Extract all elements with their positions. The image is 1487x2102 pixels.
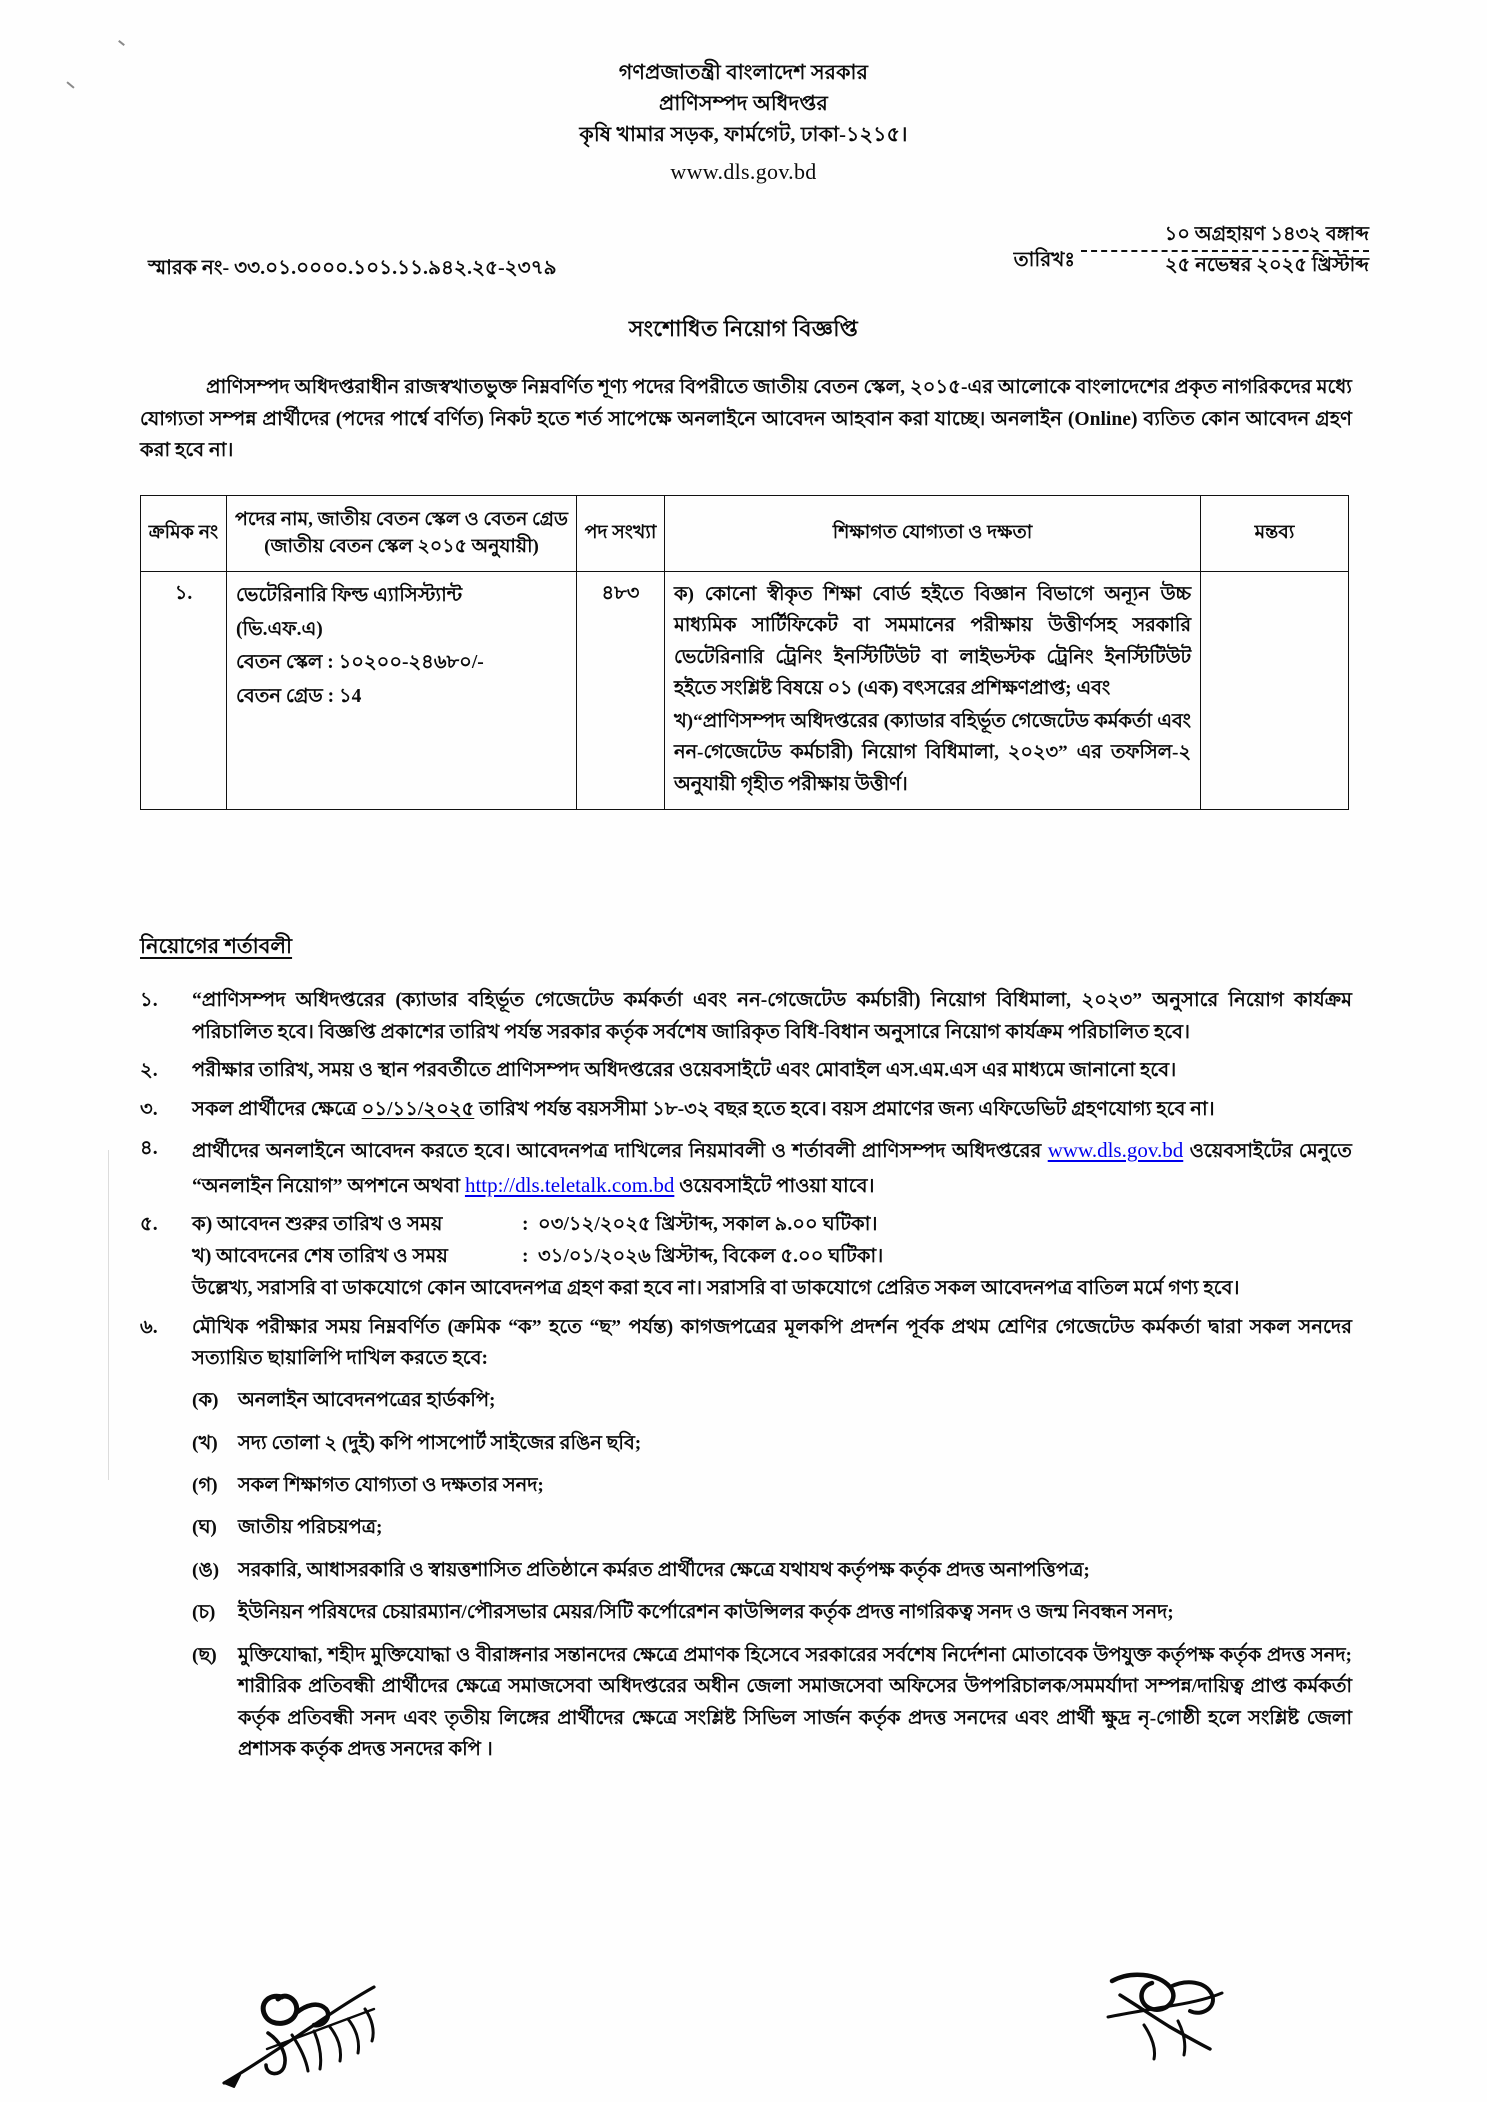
row-remarks — [1201, 572, 1349, 810]
header-qualification: শিক্ষাগত যোগ্যতা ও দক্ষতা — [665, 496, 1201, 572]
age-cutoff-date: ০১/১১/২০২৫ — [361, 1099, 475, 1121]
scan-edge-line — [108, 1150, 109, 1480]
colon-separator: : — [522, 1214, 529, 1236]
row-qualification — [665, 572, 1201, 810]
condition-text-before: সকল প্রার্থীদের ক্ষেত্রে — [192, 1099, 362, 1121]
condition-text — [192, 1209, 1352, 1304]
pay-scale: বেতন স্কেল : ১০২০০-২৪৬৮০/- — [236, 652, 484, 674]
condition-text-mid: ওয়েবসাইটের মেনুতে “অনলাইন নিয়োগ” অপশনে অথবা — [192, 1140, 1352, 1197]
document-marker: (গ) — [192, 1474, 218, 1496]
intro-paragraph: প্রাণিসম্পদ অধিদপ্তরাধীন রাজস্বখাতভুক্ত নিম্নবর্ণিত শূণ্য পদের বিপরীতে জাতীয় বেতন স্কেল, ২০১৫-এর আলোকে বাংলাদেশের প্রকৃত নাগরিকদের মধ্যে যোগ্যতা সম্পন্ন প্রার্থীদের (পদের পার্শ্বে বর্ণিত) নিকট হতে শর্ত সাপেক্ষে অনলাইনে আবেদন আহবান করা যাচ্ছে। অনলাইন (Online) ব্যতিত কোন আবেদন গ্রহণ করা হবে না। — [140, 377, 1352, 462]
condition-marker: ২. — [140, 1060, 158, 1082]
required-documents-list — [192, 1385, 1352, 1765]
condition-text-after: ওয়েবসাইটে পাওয়া যাবে। — [674, 1175, 875, 1197]
condition-text — [192, 1094, 1352, 1126]
condition-marker: ৬. — [140, 1316, 158, 1338]
pay-grade: বেতন গ্রেড : ১4 — [236, 685, 362, 707]
qualification-clause-a: ক) কোনো স্বীকৃত শিক্ষা বোর্ড হইতে বিজ্ঞান বিভাগে অন্যূন উচ্চ মাধ্যমিক সার্টিফিকেট বা সমমানের পরীক্ষায় উত্তীর্ণসহ সরকারি ভেটেরিনারি ট্রেনিং ইনস্টিটিউট বা লাইভস্টক ট্রেনিং ইনস্টিটিউট হইতে সংশ্লিষ্ট বিষয়ে ০১ (এক) বৎসরের প্রশিক্ষণপ্রাপ্ত; এবং — [674, 584, 1191, 699]
memo-row — [0, 224, 1487, 305]
condition-text: পরীক্ষার তারিখ, সময় ও স্থান পরবর্তীতে প্রাণিসম্পদ অধিদপ্তরের ওয়েবসাইটে এবং মোবাইল এস.এম.এস এর মাধ্যমে জানানো হবে। — [192, 1060, 1177, 1082]
document-text: সরকারি, আধাসরকারি ও স্বায়ত্তশাসিত প্রতিষ্ঠানে কর্মরত প্রার্থীদের ক্ষেত্রে যথাযথ কর্তৃপক্ষ কর্তৃক প্রদত্ত অনাপত্তিপত্র; — [238, 1559, 1090, 1581]
document-item-una — [192, 1555, 1352, 1586]
post-name: ভেটেরিনারি ফিল্ড এ্যাসিস্ট্যান্ট — [236, 585, 463, 607]
document-item-chha — [192, 1640, 1352, 1766]
condition-text-after: তারিখ পর্যন্ত বয়সসীমা ১৮-৩২ বছর হতে হবে। বয়স প্রমাণের জন্য এফিডেভিট গ্রহণযোগ্য হবে না। — [474, 1099, 1215, 1121]
page-title: সংশোধিত নিয়োগ বিজ্ঞপ্তি — [628, 316, 859, 341]
application-note: উল্লেখ্য, সরাসরি বা ডাকযোগে কোন আবেদনপত্র গ্রহণ করা হবে না। সরাসরি বা ডাকযোগে প্রেরিত সকল আবেদনপত্র বাতিল মর্মে গণ্য হবে। — [192, 1277, 1240, 1299]
memo-number: স্মারক নং- ৩৩.০১.০০০০.১০১.১১.৯৪২.২৫-২৩৭৯ — [148, 257, 557, 279]
header-post-name: পদের নাম, জাতীয় বেতন স্কেল ও বেতন গ্রেড (জাতীয় বেতন স্কেল ২০১৫ অনুযায়ী) — [227, 496, 577, 572]
document-text: ইউনিয়ন পরিষদের চেয়ারম্যান/পৌরসভার মেয়র/সিটি কর্পোরেশন কাউন্সিলর কর্তৃক প্রদত্ত নাগরিকত্ব সনদ ও জন্ম নিবন্ধন সনদ; — [238, 1602, 1174, 1624]
letterhead — [0, 58, 1487, 189]
qualification-clause-b: খ)“প্রাণিসম্পদ অধিদপ্তরের (ক্যাডার বহির্ভূত গেজেটেড কর্মকর্তা এবং নন-গেজেটেড কর্মচারী) নিয়োগ বিধিমালা, ২০২৩” এর তফসিল-২ অনুযায়ী গৃহীত পরীক্ষায় উত্তীর্ণ। — [674, 711, 1191, 795]
address-line: কৃষি খামার সড়ক, ফার্মগেট, ঢাকা-১২১৫। — [579, 124, 908, 147]
document-item-cha — [192, 1597, 1352, 1628]
teletalk-website-link[interactable]: http://dls.teletalk.com.bd — [464, 1172, 675, 1197]
condition-item-3 — [140, 1094, 1352, 1126]
scan-speck — [118, 40, 125, 46]
date-english: ২৫ নভেম্বর ২০২৫ খ্রিস্টাব্দ — [1165, 255, 1369, 277]
condition-text — [192, 1133, 1352, 1202]
row-serial: ১. — [141, 572, 227, 810]
colon-separator: : — [522, 1246, 529, 1268]
document-marker: (খ) — [192, 1432, 218, 1454]
table-row — [141, 572, 1349, 810]
header-vacancies: পদ সংখ্যা — [577, 496, 665, 572]
application-start-value: ০৩/১২/২০২৫ খ্রিস্টাব্দ, সকাল ৯.০০ ঘটিকা। — [538, 1214, 878, 1236]
condition-marker: ৩. — [140, 1099, 158, 1121]
application-end-row — [192, 1241, 1352, 1273]
post-abbreviation: (ভি.এফ.এ) — [236, 618, 323, 640]
document-requirement-intro: মৌখিক পরীক্ষার সময় নিম্নবর্ণিত (ক্রমিক “ক” হতে “ছ” পর্যন্ত) কাগজপত্রের মূলকপি প্রদর্শন পূর্বক প্রথম শ্রেণির গেজেটেড কর্মকর্তা দ্বারা সকল সনদের সত্যায়িত ছায়ালিপি দাখিল করতে হবে: — [192, 1316, 1352, 1370]
date-block — [1014, 223, 1369, 279]
row-post-details — [227, 572, 577, 810]
document-text: সকল শিক্ষাগত যোগ্যতা ও দক্ষতার সনদ; — [238, 1474, 544, 1496]
condition-item-2 — [140, 1055, 1352, 1087]
signature-left — [222, 1975, 452, 2095]
application-end-value: ৩১/০১/২০২৬ খ্রিস্টাব্দ, বিকেল ৫.০০ ঘটিকা। — [538, 1246, 884, 1268]
conditions-heading: নিয়োগের শর্তাবলী — [140, 934, 293, 958]
condition-item-1 — [140, 985, 1352, 1048]
header-serial: ক্রমিক নং — [141, 496, 227, 572]
dls-website-link[interactable]: www.dls.gov.bd — [1047, 1137, 1184, 1162]
condition-item-6 — [140, 1312, 1352, 1777]
document-text: অনলাইন আবেদনপত্রের হার্ডকপি; — [238, 1390, 496, 1412]
website-url: www.dls.gov.bd — [670, 159, 817, 185]
application-start-row — [192, 1209, 1352, 1241]
document-marker: (ঘ) — [192, 1517, 217, 1539]
condition-marker: ১. — [140, 990, 158, 1011]
document-text: জাতীয় পরিচয়পত্র; — [238, 1517, 383, 1539]
document-item-gha — [192, 1512, 1352, 1543]
document-marker: (ক) — [192, 1390, 219, 1412]
condition-text-before: প্রার্থীদের অনলাইনে আবেদন করতে হবে। আবেদনপত্র দাখিলের নিয়মাবলী ও শর্তাবলী প্রাণিসম্পদ অধিদপ্তরের — [192, 1140, 1048, 1162]
document-marker: (ঙ) — [192, 1559, 220, 1581]
document-marker: (চ) — [192, 1602, 216, 1624]
signature-right — [1090, 1965, 1240, 2070]
document-item-ga — [192, 1470, 1352, 1501]
document-item-kha — [192, 1428, 1352, 1459]
vacancy-table — [140, 495, 1349, 810]
date-separator-rule — [1081, 250, 1369, 252]
document-text: সদ্য তোলা ২ (দুই) কপি পাসপোর্ট সাইজের রঙিন ছবি; — [238, 1432, 642, 1454]
application-end-label: খ) আবেদনের শেষ তারিখ ও সময় — [192, 1246, 448, 1268]
condition-item-4 — [140, 1133, 1352, 1202]
govt-name: গণপ্রজাতন্ত্রী বাংলাদেশ সরকার — [618, 62, 869, 84]
row-vacancy-count: ৪৮৩ — [577, 572, 665, 810]
date-bangla: ১০ অগ্রহায়ণ ১৪৩২ বঙ্গাব্দ — [1164, 224, 1369, 245]
table-header-row — [141, 496, 1349, 572]
document-text: মুক্তিযোদ্ধা, শহীদ মুক্তিযোদ্ধা ও বীরাঙ্গনার সন্তানদের ক্ষেত্রে প্রমাণক হিসেবে সরকারের সর্বশেষ নির্দেশনা মোতাবেক উপযুক্ত কর্তৃপক্ষ কর্তৃক প্রদত্ত সনদ; শারীরিক প্রতিবন্ধী প্রার্থীদের ক্ষেত্রে সমাজসেবা অধিদপ্তরের অধীন জেলা সমাজসেবা অফিসের উপপরিচালক/সমমর্যাদা সম্পন্ন/দায়িত্ব প্রাপ্ত কর্মকর্তা কর্তৃক প্রতিবন্ধী সনদ এবং তৃতীয় লিঙ্গের প্রার্থীদের ক্ষেত্রে সংশ্লিষ্ট সিভিল সার্জন কর্তৃক প্রদত্ত সনদের এবং প্রার্থী ক্ষুদ্র নৃ-গোষ্ঠী হলে সংশ্লিষ্ট জেলা প্রশাসক কর্তৃক প্রদত্ত সনদের কপি । — [238, 1644, 1352, 1761]
condition-marker: ৫. — [140, 1214, 158, 1236]
condition-marker: ৪. — [140, 1137, 158, 1159]
conditions-list — [140, 985, 1352, 1783]
document-item-ka — [192, 1385, 1352, 1416]
department-name: প্রাণিসম্পদ অধিদপ্তর — [659, 93, 828, 116]
condition-text: “প্রাণিসম্পদ অধিদপ্তরের (ক্যাডার বহির্ভূত গেজেটেড কর্মকর্তা এবং নন-গেজেটেড কর্মচারী) নিয়োগ বিধিমালা, ২০২৩” অনুসারে নিয়োগ কার্যক্রম পরিচালিত হবে। বিজ্ঞপ্তি প্রকাশের তারিখ পর্যন্ত সরকার কর্তৃক সর্বশেষ জারিকৃত বিধি-বিধান অনুসারে নিয়োগ কার্যক্রম পরিচালিত হবে। — [192, 990, 1352, 1043]
condition-text — [192, 1312, 1352, 1777]
condition-item-5 — [140, 1209, 1352, 1304]
header-remarks: মন্তব্য — [1201, 496, 1349, 572]
date-label: তারিখঃ — [1013, 249, 1075, 272]
application-start-label: ক) আবেদন শুরুর তারিখ ও সময় — [192, 1214, 443, 1236]
document-marker: (ছ) — [192, 1644, 217, 1666]
